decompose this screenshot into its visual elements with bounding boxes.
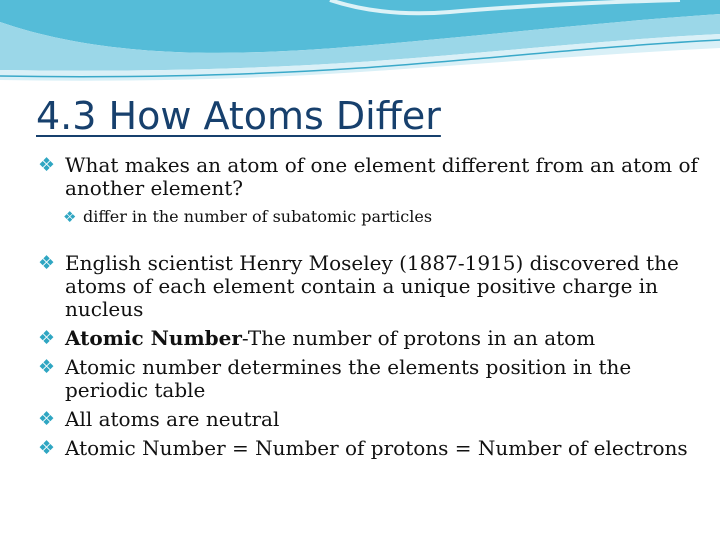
bullet-icon: ❖ [38,327,56,349]
bullet-item-neutral [38,408,698,431]
bullet-text: All atoms are neutral [65,407,280,431]
bullet-text: What makes an atom of one element different from an atom of another element? [65,153,698,200]
bullet-item-equation [38,437,698,460]
bullet-icon: ❖ [38,252,56,274]
bullet-item-periodic-position [38,356,698,402]
bullet-text: Atomic number determines the elements position in the periodic table [65,355,632,402]
bullet-item-moseley [38,252,698,321]
bullet-list [38,154,698,460]
bullet-icon: ❖ [38,356,56,378]
bullet-term: Atomic Number [65,326,242,350]
bullet-text: -The number of protons in an atom [241,326,596,350]
bullet-icon: ❖ [38,437,56,459]
bullet-icon: ❖ [38,408,56,430]
bullet-item-atomic-number-definition [38,327,698,350]
bullet-text: English scientist Henry Moseley (1887-1915) discovered the atoms of each element contain a unique positive charge in nucleus [65,251,679,321]
bullet-icon: ❖ [63,208,77,226]
bullet-text: differ in the number of subatomic particles [83,207,433,226]
bullet-item-question [38,154,698,200]
slide-title: 4.3 How Atoms Differ [36,94,441,138]
bullet-icon: ❖ [38,154,56,176]
sub-bullet-item-answer [63,206,698,228]
header-wave-decoration [0,0,720,90]
bullet-text: Atomic Number = Number of protons = Number of electrons [65,436,688,460]
